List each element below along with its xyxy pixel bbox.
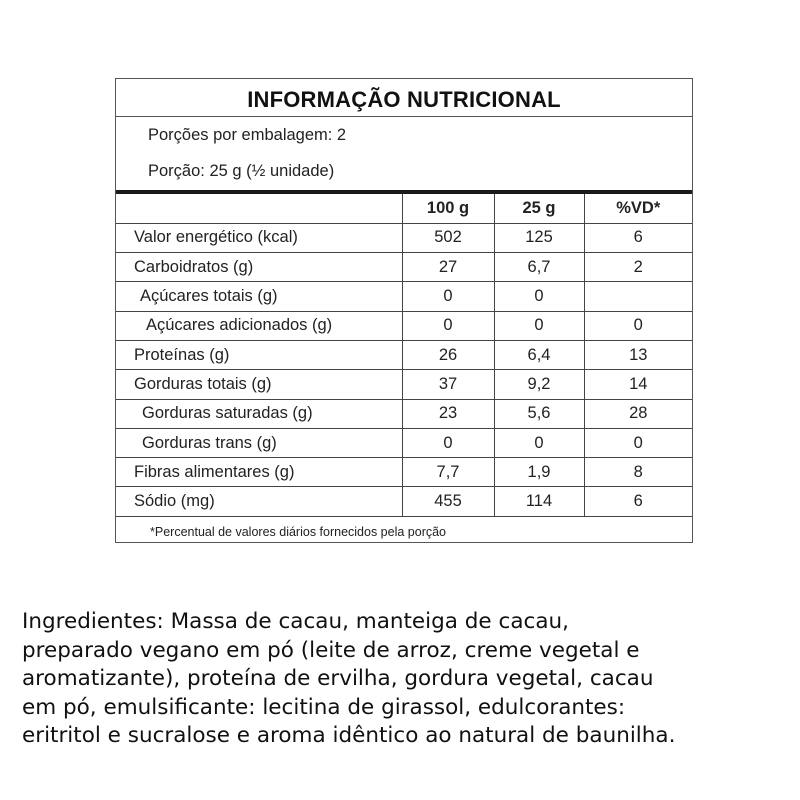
nutrient-label: Gorduras trans (g)	[116, 428, 402, 457]
value-100g: 455	[402, 487, 494, 516]
table-row	[116, 458, 692, 487]
column-header-vd: %VD*	[584, 194, 692, 223]
table-row	[116, 311, 692, 340]
ingredients-line: preparado vegano em pó (leite de arroz, creme vegetal e	[22, 637, 640, 663]
ingredients-line: eritritol e sucralose e aroma idêntico ao natural de baunilha.	[22, 723, 676, 748]
ingredients-line: Ingredientes: Massa de cacau, manteiga de cacau,	[22, 609, 569, 634]
value-100g: 27	[402, 253, 494, 282]
ingredients-line: em pó, emulsificante: lecitina de girassol, edulcorantes:	[22, 694, 626, 720]
value-100g: 7,7	[402, 458, 494, 487]
value-25g: 6,4	[494, 340, 584, 369]
value-25g: 0	[494, 311, 584, 340]
value-25g: 6,7	[494, 253, 584, 282]
title-divider	[116, 116, 692, 117]
table-row	[116, 370, 692, 399]
value-25g: 9,2	[494, 370, 584, 399]
value-25g: 0	[494, 428, 584, 457]
table-row	[116, 399, 692, 428]
column-header-label	[116, 194, 402, 223]
value-vd: 13	[584, 340, 692, 369]
nutrition-title: INFORMAÇÃO NUTRICIONAL	[247, 87, 561, 112]
value-100g: 23	[402, 399, 494, 428]
value-vd: 6	[584, 223, 692, 252]
table-row	[116, 340, 692, 369]
nutrient-label: Valor energético (kcal)	[116, 223, 402, 252]
nutrition-footnote: *Percentual de valores diários fornecidos pela porção	[150, 525, 447, 539]
nutrient-label: Sódio (mg)	[116, 487, 402, 516]
nutrition-table	[116, 194, 692, 517]
value-25g: 1,9	[494, 458, 584, 487]
nutrient-label: Carboidratos (g)	[116, 253, 402, 282]
value-vd	[584, 282, 692, 311]
serving-size: Porção: 25 g (½ unidade)	[148, 162, 335, 180]
value-vd: 6	[584, 487, 692, 516]
table-row	[116, 223, 692, 252]
ingredients-line: aromatizante), proteína de ervilha, gordura vegetal, cacau	[22, 666, 654, 691]
value-100g: 0	[402, 282, 494, 311]
table-row	[116, 253, 692, 282]
nutrient-label: Açúcares totais (g)	[116, 282, 402, 311]
value-100g: 502	[402, 223, 494, 252]
nutrient-label: Gorduras saturadas (g)	[116, 399, 402, 428]
nutrient-label: Açúcares adicionados (g)	[116, 311, 402, 340]
value-25g: 114	[494, 487, 584, 516]
value-vd: 8	[584, 458, 692, 487]
value-100g: 0	[402, 311, 494, 340]
table-row	[116, 428, 692, 457]
value-25g: 0	[494, 282, 584, 311]
table-row	[116, 487, 692, 516]
nutrient-label: Gorduras totais (g)	[116, 370, 402, 399]
table-header-row	[116, 194, 692, 223]
ingredients-text	[22, 608, 782, 751]
value-vd: 0	[584, 311, 692, 340]
nutrient-label: Proteínas (g)	[116, 340, 402, 369]
nutrient-label: Fibras alimentares (g)	[116, 458, 402, 487]
value-25g: 125	[494, 223, 584, 252]
value-vd: 0	[584, 428, 692, 457]
value-vd: 14	[584, 370, 692, 399]
value-25g: 5,6	[494, 399, 584, 428]
nutrition-facts-panel	[115, 78, 693, 543]
column-header-100g: 100 g	[402, 194, 494, 223]
value-100g: 0	[402, 428, 494, 457]
servings-per-package: Porções por embalagem: 2	[148, 126, 347, 144]
table-row	[116, 282, 692, 311]
value-100g: 37	[402, 370, 494, 399]
column-header-25g: 25 g	[494, 194, 584, 223]
value-100g: 26	[402, 340, 494, 369]
value-vd: 2	[584, 253, 692, 282]
value-vd: 28	[584, 399, 692, 428]
